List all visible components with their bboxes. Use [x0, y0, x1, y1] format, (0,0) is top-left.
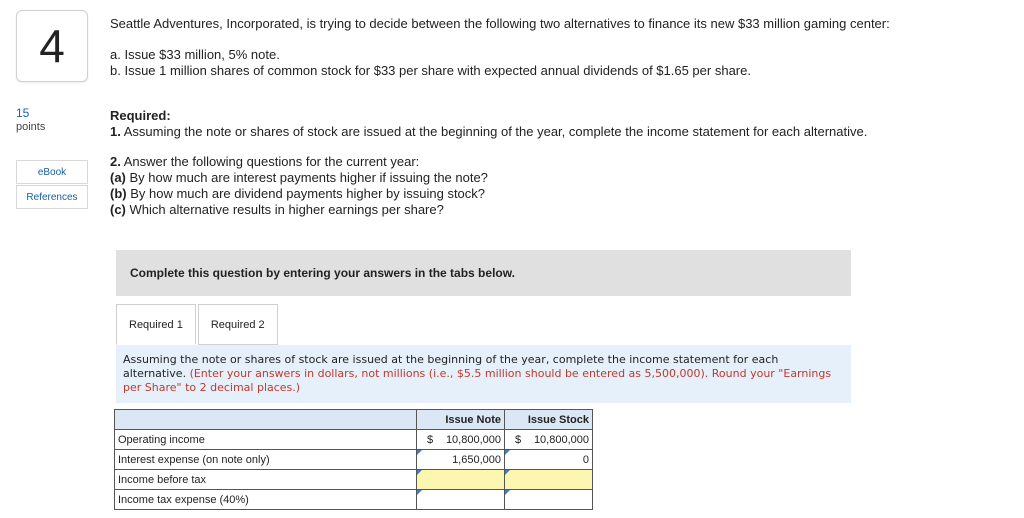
required-section [110, 108, 910, 218]
header-blank [115, 410, 417, 430]
cell-stock [505, 430, 593, 450]
question-number: 4 [16, 10, 88, 82]
table-row [115, 490, 593, 510]
req2-number: 2. [110, 154, 121, 169]
problem-statement [110, 16, 910, 218]
req1-number: 1. [110, 124, 121, 139]
cell-note [417, 430, 505, 450]
table-row [115, 470, 593, 490]
input-marker [417, 450, 422, 455]
tab-bar [116, 304, 280, 344]
req2-text: Answer the following questions for the current year: [120, 154, 420, 169]
tab-required-2[interactable]: Required 2 [198, 304, 278, 345]
input-marker [505, 450, 510, 455]
problem-intro: Seattle Adventures, Incorporated, is trying to decide between the following two alternatives to finance its new $33 million gaming center: [110, 16, 890, 31]
requirement-2 [110, 154, 910, 170]
req2b-number: (b) [110, 186, 127, 201]
cell-value: 0 [582, 453, 589, 466]
row-label: Income before tax [115, 470, 417, 490]
table-row [115, 430, 593, 450]
options-list [110, 47, 910, 79]
option-b: b. Issue 1 million shares of common stock for $33 per share with expected annual dividends of $1.65 per share. [110, 63, 751, 78]
req2c-number: (c) [110, 202, 126, 217]
tab-required-1[interactable]: Required 1 [116, 304, 196, 345]
table-row [115, 450, 593, 470]
cell-value: 10,800,000 [445, 433, 501, 446]
req2c-text: Which alternative results in higher earnings per share? [125, 202, 444, 217]
references-button[interactable]: References [16, 185, 88, 209]
input-marker [417, 490, 422, 495]
requirement-2b [110, 186, 910, 202]
tab-instruction [116, 345, 851, 403]
income-statement-table [114, 409, 593, 510]
input-marker [417, 470, 422, 475]
input-stock[interactable] [505, 490, 593, 510]
cell-value: 10,800,000 [533, 433, 589, 446]
req1-text: Assuming the note or shares of stock are issued at the beginning of the year, complete the income statement for each alternative. [120, 124, 868, 139]
requirement-1 [110, 124, 910, 140]
requirement-2c [110, 202, 910, 218]
input-stock[interactable] [505, 450, 593, 470]
row-label: Income tax expense (40%) [115, 490, 417, 510]
dollar-sign: $ [427, 433, 434, 446]
header-issue-note: Issue Note [417, 410, 505, 430]
input-note[interactable] [417, 490, 505, 510]
row-label: Interest expense (on note only) [115, 450, 417, 470]
input-stock[interactable] [505, 470, 593, 490]
req2a-number: (a) [110, 170, 126, 185]
header-issue-stock: Issue Stock [505, 410, 593, 430]
instruction-hint: (Enter your answers in dollars, not millions (i.e., $5.5 million should be entered as 5,500,000). Round your "Earnings per Share" to 2 decimal places.) [123, 367, 832, 394]
points-label: points [16, 121, 46, 133]
req2b-text: By how much are dividend payments higher by issuing stock? [126, 186, 486, 201]
instruction-text: Assuming the note or shares of stock are issued at the beginning of the year, complete the income statement for each alternative. [123, 353, 779, 380]
req2a-text: By how much are interest payments higher if issuing the note? [125, 170, 488, 185]
input-marker [505, 470, 510, 475]
option-a: a. Issue $33 million, 5% note. [110, 47, 280, 62]
dollar-sign: $ [515, 433, 522, 446]
points-value: 15 [16, 106, 30, 120]
input-marker [505, 490, 510, 495]
requirement-2a [110, 170, 910, 186]
ebook-button[interactable]: eBook [16, 160, 88, 184]
instructions-banner: Complete this question by entering your answers in the tabs below. [116, 250, 851, 296]
row-label: Operating income [115, 430, 417, 450]
input-note[interactable] [417, 450, 505, 470]
input-note[interactable] [417, 470, 505, 490]
cell-value: 1,650,000 [452, 453, 501, 466]
table-header-row [115, 410, 593, 430]
required-title: Required: [110, 108, 171, 123]
